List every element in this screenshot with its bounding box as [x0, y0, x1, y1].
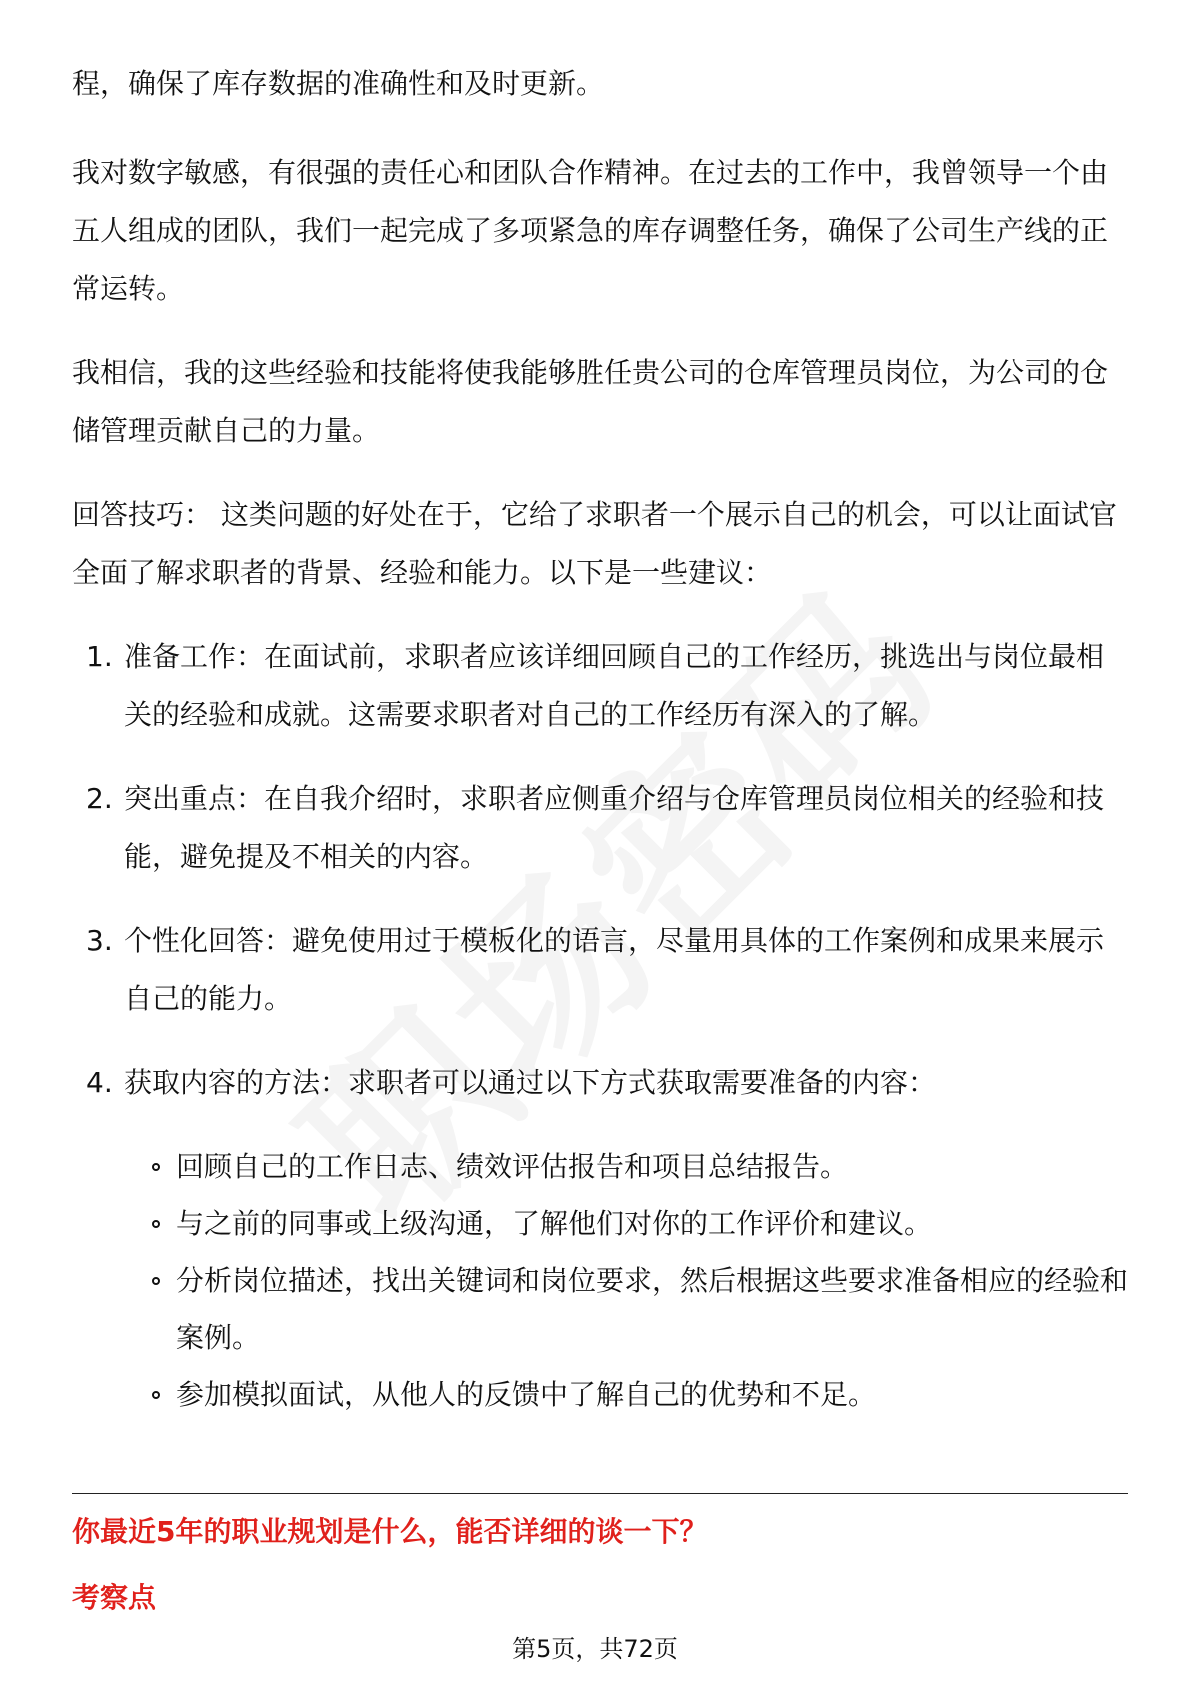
list-item	[72, 912, 1128, 1028]
hollow-bullet-icon	[152, 1391, 160, 1399]
list-item	[72, 628, 1128, 744]
sub-list-item-text: 参加模拟面试，从他人的反馈中了解自己的优势和不足。	[176, 1378, 877, 1411]
list-item-text: 个性化回答：避免使用过于模板化的语言，尽量用具体的工作案例和成果来展示自己的能力。	[124, 924, 1105, 1015]
hollow-bullet-icon	[152, 1277, 160, 1285]
sub-list-item-text: 回顾自己的工作日志、绩效评估报告和项目总结报告。	[176, 1150, 849, 1183]
sub-list-item	[72, 1252, 1128, 1366]
list-item	[72, 770, 1128, 886]
section-label: 考察点	[72, 1581, 157, 1614]
sub-list-item	[72, 1366, 1128, 1423]
list-item-text: 准备工作：在面试前，求职者应该详细回顾自己的工作经历，挑选出与岗位最相关的经验和成就。这需要求职者对自己的工作经历有深入的了解。	[124, 640, 1105, 731]
list-number: 3.	[86, 924, 113, 957]
hollow-bullet-icon	[152, 1163, 160, 1171]
answer-tips-intro: 回答技巧： 这类问题的好处在于，它给了求职者一个展示自己的机会，可以让面试官全面了解求职者的背景、经验和能力。以下是一些建议：	[72, 498, 1117, 589]
sub-list-item-text: 分析岗位描述，找出关键词和岗位要求，然后根据这些要求准备相应的经验和案例。	[176, 1264, 1129, 1354]
paragraph: 我相信，我的这些经验和技能将使我能够胜任贵公司的仓库管理员岗位，为公司的仓储管理贡献自己的力量。	[72, 356, 1109, 447]
section-divider	[72, 1493, 1128, 1494]
sub-list-item	[72, 1195, 1128, 1252]
list-item	[72, 1054, 1128, 1112]
list-number: 1.	[86, 640, 113, 673]
question-heading: 你最近5年的职业规划是什么，能否详细的谈一下？	[72, 1515, 708, 1548]
list-number: 4.	[86, 1066, 113, 1099]
sub-list-item-text: 与之前的同事或上级沟通，了解他们对你的工作评价和建议。	[176, 1207, 933, 1240]
page-footer: 第5页，共72页	[512, 1635, 678, 1663]
list-number: 2.	[86, 782, 113, 815]
sub-list-item	[72, 1138, 1128, 1195]
list-item-text: 突出重点：在自我介绍时，求职者应侧重介绍与仓库管理员岗位相关的经验和技能，避免提及不相关的内容。	[124, 782, 1105, 873]
paragraph: 我对数字敏感，有很强的责任心和团队合作精神。在过去的工作中，我曾领导一个由五人组成的团队，我们一起完成了多项紧急的库存调整任务，确保了公司生产线的正常运转。	[72, 156, 1109, 305]
tips-list	[72, 628, 1128, 1112]
list-item-text: 获取内容的方法：求职者可以通过以下方式获取需要准备的内容：	[124, 1066, 937, 1099]
hollow-bullet-icon	[152, 1220, 160, 1228]
paragraph: 程，确保了库存数据的准确性和及时更新。	[72, 67, 605, 100]
sub-list	[72, 1138, 1128, 1423]
document-body	[72, 55, 1128, 1423]
